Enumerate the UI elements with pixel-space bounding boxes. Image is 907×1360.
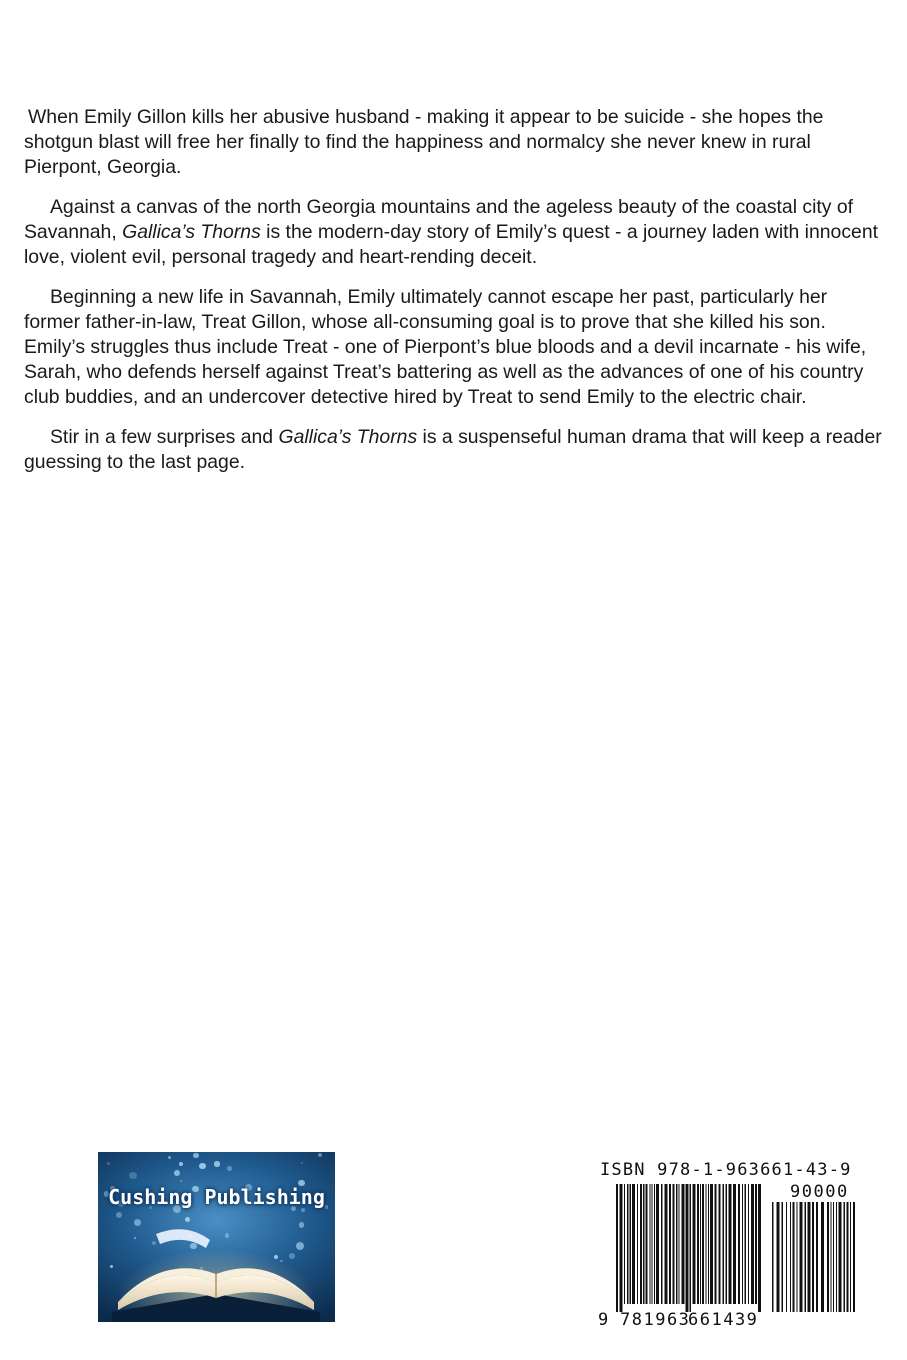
- barcode-bar: [627, 1184, 629, 1304]
- barcode-bar: [616, 1184, 618, 1312]
- barcode-bar: [632, 1184, 635, 1304]
- barcode-addon-bar: [844, 1202, 846, 1312]
- blurb-text: Stir in a few surprises and: [50, 426, 279, 448]
- barcode-addon-bar: [833, 1202, 834, 1312]
- barcode-bar: [650, 1184, 651, 1304]
- barcode-addon-bar: [808, 1202, 811, 1312]
- barcode-bar: [748, 1184, 749, 1304]
- ean-right-digits: 661439: [688, 1310, 759, 1328]
- barcode-bar: [637, 1184, 638, 1304]
- barcode-bar: [656, 1184, 659, 1304]
- barcode-bar: [679, 1184, 680, 1304]
- barcode-bar: [755, 1184, 757, 1304]
- barcode-bar: [690, 1184, 692, 1312]
- barcode-addon-bar: [790, 1202, 791, 1312]
- price-code: 90000: [790, 1182, 849, 1202]
- barcode-bar: [702, 1184, 704, 1304]
- ean-first-digit: 9: [598, 1310, 609, 1328]
- barcode-bars: [616, 1184, 855, 1312]
- barcode-addon-bar: [836, 1202, 837, 1312]
- barcode-addon-bar: [827, 1202, 829, 1312]
- barcode-addon-bar: [786, 1202, 787, 1312]
- barcode-bar: [669, 1184, 671, 1304]
- barcode-bar: [665, 1184, 668, 1304]
- barcode-bar: [640, 1184, 642, 1304]
- blurb-text: Against a canvas of the north Georgia mountains and the ageless beauty of the coastal city of Savannah,: [24, 196, 854, 243]
- isbn-barcode: [596, 1180, 858, 1328]
- publisher-logo: [98, 1152, 335, 1322]
- barcode-bar: [686, 1184, 689, 1312]
- book-title: Gallica’s Thorns: [278, 426, 418, 448]
- blurb-paragraph-2: [24, 195, 882, 270]
- barcode-addon-bar: [839, 1202, 842, 1312]
- barcode-bar: [676, 1184, 678, 1304]
- book-title: Gallica’s Thorns: [122, 221, 261, 243]
- barcode-bar: [729, 1184, 732, 1304]
- blurb-text: is the modern-day story of Emily’s quest - a journey laden with innocent love, violent evil, personal tragedy and heart-rending deceit.: [24, 221, 878, 268]
- barcode-addon-bar: [782, 1202, 784, 1312]
- back-cover-blurb: [24, 105, 882, 490]
- barcode-bar: [715, 1184, 717, 1304]
- barcode-addon-bar: [777, 1202, 780, 1312]
- blurb-text: is a suspenseful human drama that will keep a reader guessing to the last page.: [24, 426, 882, 473]
- open-book-icon: [98, 1152, 335, 1322]
- barcode-bar: [693, 1184, 696, 1304]
- isbn-label: ISBN 978-1-963661-43-9: [600, 1160, 852, 1180]
- barcode-bar: [620, 1184, 623, 1312]
- barcode-addon-bar: [772, 1202, 774, 1312]
- barcode-bar: [733, 1184, 736, 1304]
- barcode-addon-bar: [853, 1202, 855, 1312]
- barcode-bar: [643, 1184, 645, 1304]
- barcode-bar: [630, 1184, 632, 1304]
- barcode-bar: [697, 1184, 699, 1304]
- barcode-bar: [661, 1184, 663, 1304]
- barcode-bar: [742, 1184, 743, 1304]
- barcode-addon-bar: [831, 1202, 832, 1312]
- barcode-bar: [673, 1184, 675, 1304]
- barcode-bar: [758, 1184, 761, 1312]
- barcode-bar: [745, 1184, 747, 1304]
- barcode-bar: [723, 1184, 725, 1304]
- barcode-addon-bar: [812, 1202, 814, 1312]
- barcode-bar: [710, 1184, 713, 1304]
- blurb-paragraph-3: Beginning a new life in Savannah, Emily ultimately cannot escape her past, particularly her former father-in-law, Treat Gillon, whose all-consuming goal is to prove that she killed his son. Emily’s struggles thus include Treat - one of Pierpont’s blue bloods and a devil incarnate - his wife, Sarah, who defends herself against Treat’s battering as well as the advances of one of his country club buddies, and an undercover detective hired by Treat to send Emily to the electric chair.: [24, 286, 867, 408]
- barcode-bar: [682, 1184, 685, 1304]
- barcode-addon-bar: [805, 1202, 807, 1312]
- barcode-bar: [738, 1184, 740, 1304]
- barcode-bar: [706, 1184, 707, 1304]
- barcode-bar: [624, 1184, 625, 1304]
- publisher-name: Cushing Publishing: [108, 1185, 325, 1209]
- blurb-paragraph-1: When Emily Gillon kills her abusive husband - making it appear to be suicide - she hopes the shotgun blast will free her finally to find the happiness and normalcy she never knew in rural Pierpont, Georgia.: [24, 106, 824, 178]
- barcode-addon-bar: [847, 1202, 849, 1312]
- blurb-paragraph-4: [24, 425, 882, 475]
- barcode-addon-bar: [793, 1202, 795, 1312]
- barcode-addon-bar: [850, 1202, 851, 1312]
- barcode-bar: [708, 1184, 709, 1304]
- barcode-bar: [726, 1184, 728, 1304]
- barcode-addon-bar: [797, 1202, 798, 1312]
- barcode-bar: [646, 1184, 648, 1304]
- barcode-bar: [719, 1184, 721, 1304]
- barcode-addon-bar: [821, 1202, 824, 1312]
- barcode-bar: [700, 1184, 701, 1304]
- barcode-bar: [654, 1184, 655, 1304]
- barcode-addon-bar: [816, 1202, 818, 1312]
- barcode-bar: [652, 1184, 653, 1304]
- ean-left-digits: 781963: [620, 1310, 691, 1328]
- barcode-bar: [751, 1184, 754, 1304]
- barcode-addon-bar: [800, 1202, 803, 1312]
